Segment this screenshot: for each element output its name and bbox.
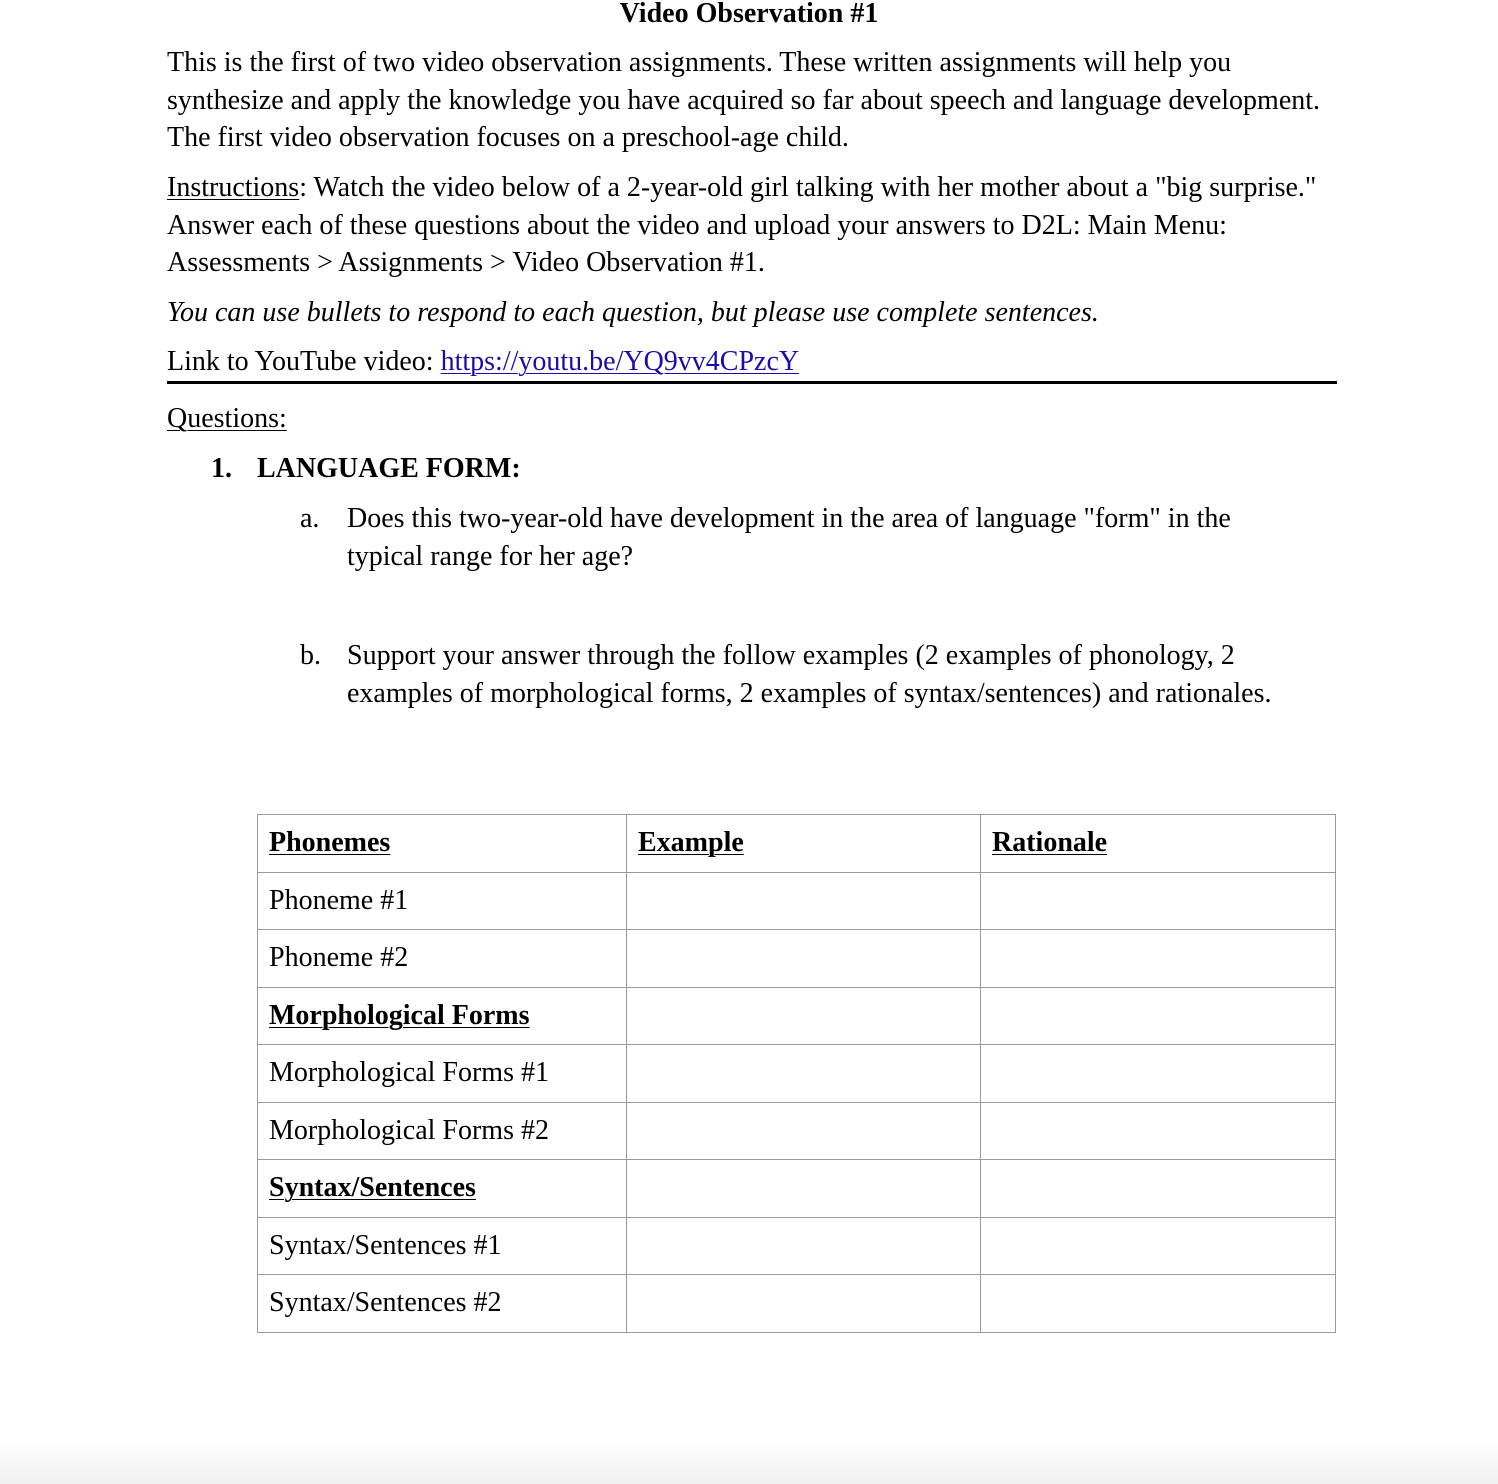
table-row xyxy=(258,872,1336,930)
example-cell[interactable] xyxy=(627,1217,981,1275)
table-header-row xyxy=(258,815,1336,873)
question-1a-marker: a. xyxy=(300,503,320,534)
question-1b-text: Support your answer through the follow examples (2 examples of phonology, 2 examples of morphological forms, 2 examples of syntax/sentences) and rationales. xyxy=(347,640,1272,709)
table-row xyxy=(258,1045,1336,1103)
question-1a xyxy=(300,500,1310,580)
table-row xyxy=(258,930,1336,988)
rationale-cell[interactable] xyxy=(981,1160,1336,1218)
table-row xyxy=(258,1217,1336,1275)
instructions-paragraph xyxy=(167,169,1342,282)
question-1b xyxy=(300,637,1310,757)
example-cell[interactable] xyxy=(627,872,981,930)
row-label-cell xyxy=(258,1160,627,1218)
table-header-cell xyxy=(981,815,1336,873)
questions-heading xyxy=(167,400,1342,438)
intro-paragraph: This is the first of two video observation assignments. These written assignments will help you synthesize and apply the knowledge you have acquired so far about speech and language development. The first video observation focuses on a preschool-age child. xyxy=(167,47,1321,153)
header-phonemes: Phonemes xyxy=(269,827,391,859)
example-cell[interactable] xyxy=(627,1102,981,1160)
row-label-cell: Syntax/Sentences #2 xyxy=(258,1275,627,1333)
example-cell[interactable] xyxy=(627,1160,981,1218)
row-label-cell xyxy=(258,987,627,1045)
question-1-title: LANGUAGE FORM: xyxy=(257,453,521,484)
rationale-cell[interactable] xyxy=(981,1217,1336,1275)
table-row xyxy=(258,1275,1336,1333)
rationale-cell[interactable] xyxy=(981,987,1336,1045)
section-morphological-forms: Morphological Forms xyxy=(269,999,530,1031)
header-rationale: Rationale xyxy=(992,827,1108,859)
youtube-link[interactable]: https://youtu.be/YQ9vv4CPzcY xyxy=(440,346,800,377)
table-header-cell xyxy=(258,815,627,873)
document-title: Video Observation #1 xyxy=(619,0,879,29)
page-bottom-shadow xyxy=(0,1440,1498,1484)
question-1b-marker: b. xyxy=(300,640,321,671)
example-cell[interactable] xyxy=(627,987,981,1045)
question-1-heading xyxy=(211,450,521,488)
header-example: Example xyxy=(638,827,744,859)
example-cell[interactable] xyxy=(627,1275,981,1333)
questions-label: Questions: xyxy=(167,403,287,434)
question-1-number: 1. xyxy=(211,453,232,484)
example-cell[interactable] xyxy=(627,930,981,988)
section-syntax-sentences: Syntax/Sentences xyxy=(269,1172,476,1204)
bullets-note: You can use bullets to respond to each question, but please use complete sentences. xyxy=(167,297,1099,328)
question-1a-text: Does this two-year-old have development in the area of language "form" in the typical range for her age? xyxy=(347,503,1231,572)
rationale-cell[interactable] xyxy=(981,872,1336,930)
rationale-cell[interactable] xyxy=(981,1275,1336,1333)
example-cell[interactable] xyxy=(627,1045,981,1103)
table-row xyxy=(258,1160,1336,1218)
table-row xyxy=(258,987,1336,1045)
video-link-label: Link to YouTube video: xyxy=(167,346,441,377)
rationale-cell[interactable] xyxy=(981,1102,1336,1160)
horizontal-rule xyxy=(167,381,1337,384)
table-row xyxy=(258,1102,1336,1160)
rationale-cell[interactable] xyxy=(981,930,1336,988)
language-form-table xyxy=(257,814,1336,1333)
video-link-line xyxy=(167,343,1342,381)
instructions-label: Instructions xyxy=(167,172,300,203)
row-label-cell: Phoneme #2 xyxy=(258,930,627,988)
row-label-cell: Phoneme #1 xyxy=(258,872,627,930)
table-header-cell xyxy=(627,815,981,873)
row-label-cell: Syntax/Sentences #1 xyxy=(258,1217,627,1275)
row-label-cell: Morphological Forms #1 xyxy=(258,1045,627,1103)
rationale-cell[interactable] xyxy=(981,1045,1336,1103)
instructions-text: : Watch the video below of a 2-year-old girl talking with her mother about a "big surprise." Answer each of these questions about the video and upload your answers to D2L: Main Menu: Assessments > Assignments > Video Observation #1. xyxy=(167,172,1317,278)
row-label-cell: Morphological Forms #2 xyxy=(258,1102,627,1160)
